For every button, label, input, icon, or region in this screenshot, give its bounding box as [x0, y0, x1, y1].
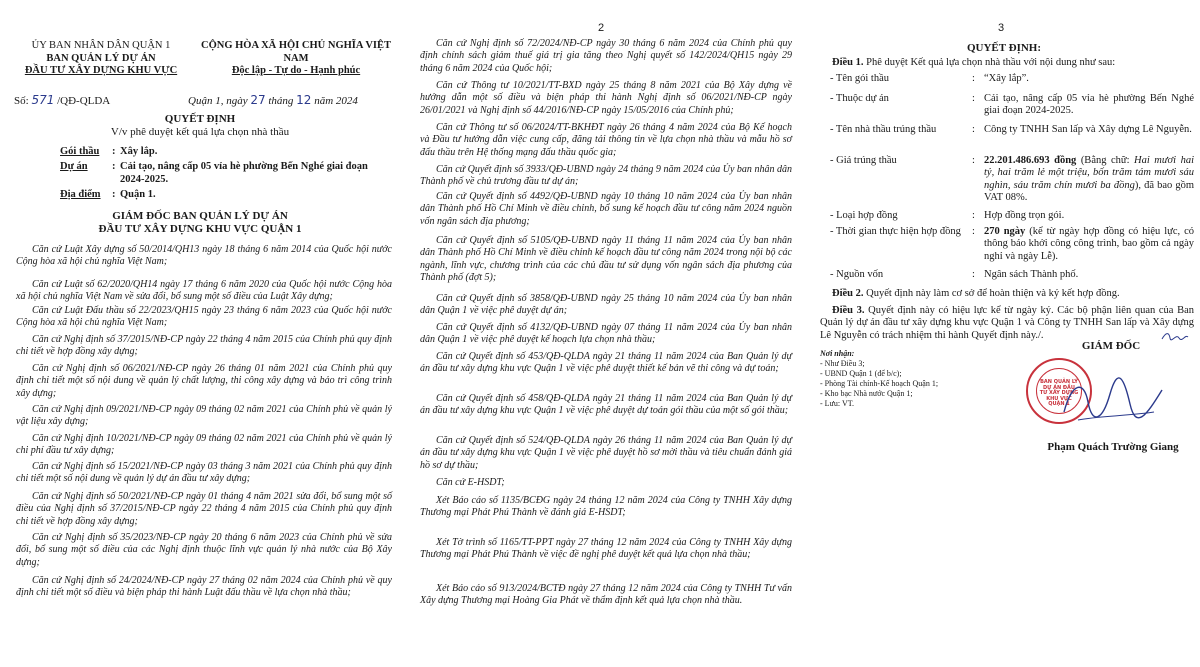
article-text: Quyết định này có hiệu lực kể từ ngày ký. Các bộ phận liên quan của Ban Quản lý dự án đầu tư xây dựng khu vực Quận 1 và Công ty TNHH San lấp và Xây dựng Lê Nguyễn có trách nhiệm thi hành Quyết định này./.: [820, 305, 1194, 341]
duration-text: (kể từ ngày hợp đồng có hiệu lực, có thông báo khởi công công trình, bao gồm cả ngày nghỉ và ngày Lễ).: [984, 226, 1194, 262]
info-value: Quận 1.: [120, 189, 156, 200]
info-value: Xây lắp.: [120, 146, 158, 157]
row-value: Công ty TNHH San lấp và Xây dựng Lê Nguyễn.: [984, 124, 1192, 135]
article-label: Điều 2.: [832, 288, 864, 299]
row-colon: :: [972, 210, 975, 221]
number-label: Số:: [14, 95, 29, 107]
row-value: [984, 155, 1194, 204]
document-page-2: [400, 0, 808, 667]
row-colon: :: [972, 226, 975, 237]
legal-basis-item: Căn cứ Nghị định số 50/2021/NĐ-CP ngày 01 tháng 4 năm 2021 sửa đổi, bổ sung một số điều của Nghị định số 37/2015/NĐ-CP ngày 22 tháng 4 năm 2015 của Chính phủ quy định chi tiết về hợp đồng xây dựng;: [16, 491, 392, 527]
legal-basis-item: Căn cứ Nghị định số 72/2024/NĐ-CP ngày 30 tháng 6 năm 2024 của Chính phủ quy định chính sách giảm thuế giá trị gia tăng theo Nghị quyết số 142/2024/QH15 ngày 29 tháng 6 năm 2024 của Quốc hội;: [420, 38, 792, 74]
legal-basis-item: Căn cứ Quyết định số 4132/QĐ-UBND ngày 07 tháng 11 năm 2024 của Ủy ban nhân dân Quận 1 về việc phê duyệt kế hoạch lựa chọn nhà thầu;: [420, 322, 792, 346]
article-2: [832, 288, 1192, 300]
row-colon: :: [972, 155, 975, 166]
date-prefix: Quận 1, ngày: [188, 95, 248, 107]
signer-name: Phạm Quách Trường Giang: [1047, 441, 1179, 453]
row-key: - Giá trúng thầu: [830, 155, 897, 166]
legal-basis-item: Căn cứ Nghị định số 15/2021/NĐ-CP ngày 03 tháng 3 năm 2021 của Chính phủ quy định chi tiết một số nội dung về quản lý dự án đầu tư xây dựng;: [16, 461, 392, 485]
authority-line-1: GIÁM ĐỐC BAN QUẢN LÝ DỰ ÁN: [112, 210, 288, 222]
director-signature: [1058, 372, 1168, 432]
row-value: Hợp đồng trọn gói.: [984, 210, 1065, 221]
recipient-item: - Kho bạc Nhà nước Quận 1;: [820, 389, 913, 398]
page-number: 3: [998, 22, 1005, 34]
nation-name: CỘNG HÒA XÃ HỘI CHỦ NGHĨA VIỆT NAM: [201, 40, 391, 64]
legal-basis-item: Căn cứ Nghị định 09/2021/NĐ-CP ngày 09 tháng 02 năm 2021 của Chính phủ về quản lý vật liệu xây dựng;: [16, 404, 392, 428]
legal-basis-item: Căn cứ Nghị định số 06/2021/NĐ-CP ngày 26 tháng 01 năm 2021 của Chính phủ quy định chi tiết một số nội dung về quản lý chất lượng, thi công xây dựng và bảo trì công trình xây dựng;: [16, 363, 392, 399]
document-page-1: [0, 0, 400, 667]
row-colon: :: [972, 124, 975, 135]
legal-basis-item: Căn cứ Luật Đấu thầu số 22/2023/QH15 ngày 23 tháng 6 năm 2023 của Quốc hội nước Cộng hòa xã hội chủ nghĩa Việt Nam;: [16, 305, 392, 329]
date-suffix: năm 2024: [314, 95, 358, 107]
handwritten-number: 571: [31, 93, 55, 107]
handwritten-day: 27: [250, 93, 266, 107]
duration-amount: 270 ngày: [984, 226, 1026, 237]
article-text: Quyết định này làm cơ sở để hoàn thiện và ký kết hợp đồng.: [866, 288, 1120, 299]
legal-basis-item: Căn cứ Thông tư số 06/2024/TT-BKHĐT ngày 26 tháng 4 năm 2024 của Bộ Kế hoạch và Đầu tư hướng dẫn việc cung cấp, đăng tải thông tin về lựa chọn nhà thầu và mẫu hồ sơ đấu thầu trên Hệ thống mạng đấu thầu quốc gia;: [420, 122, 792, 158]
price-text-end: ), đã bao gồm VAT 08%.: [984, 179, 1194, 203]
article-label: Điều 1.: [832, 57, 864, 68]
info-colon: :: [112, 146, 116, 157]
document-number: [14, 93, 110, 107]
consideration-item: Xét Tờ trình số 1165/TT-PPT ngày 27 tháng 12 năm 2024 của Công ty TNHH Xây dựng Thương mại Phát Phú Thành về việc đề nghị phê duyệt kết quả lựa chọn nhà thầu;: [420, 537, 792, 561]
info-key: Gói thầu: [60, 146, 100, 157]
info-value: Cải tạo, nâng cấp 05 vỉa hè phường Bến Nghé giai đoạn 2024-2025.: [120, 161, 368, 185]
legal-basis-item: Căn cứ Quyết định số 524/QĐ-QLDA ngày 26 tháng 11 năm 2024 của Ban Quản lý dự án đầu tư xây dựng khu vực Quận 1 về việc phê duyệt hồ sơ mời thầu và tiêu chuẩn đánh giá hồ sơ dự thầu;: [420, 435, 792, 471]
info-colon: :: [112, 189, 116, 200]
legal-basis-item: Căn cứ Quyết định số 4492/QĐ-UBND ngày 10 tháng 10 năm 2024 của Ủy ban nhân dân Thành phố Hồ Chí Minh về điều chỉnh, bổ sung kế hoạch đầu tư công năm 2024 nguồn vốn ngân sách địa phương;: [420, 191, 792, 227]
row-key: - Loại hợp đồng: [830, 210, 898, 221]
document-page-3: [808, 0, 1200, 667]
row-value: [984, 226, 1194, 263]
authority-line-2: ĐẦU TƯ XÂY DỰNG KHU VỰC QUẬN 1: [98, 223, 302, 235]
handwritten-month: 12: [296, 93, 312, 107]
row-value: Cải tạo, nâng cấp 05 vỉa hè phường Bến Nghé giai đoạn 2024-2025.: [984, 93, 1194, 117]
number-suffix: /QĐ-QLDA: [57, 95, 111, 107]
legal-basis-item: Căn cứ Luật số 62/2020/QH14 ngày 17 tháng 6 năm 2020 của Quốc hội nước Cộng hòa xã hội chủ nghĩa Việt Nam về sửa đổi, bổ sung một số điều của Luật Xây dựng;: [16, 279, 392, 303]
row-key: - Thuộc dự án: [830, 93, 889, 104]
article-1: [832, 57, 1115, 68]
page-number: 2: [598, 22, 605, 34]
decision-subject: V/v phê duyệt kết quả lựa chọn nhà thầu: [110, 126, 290, 138]
price-in-words: Hai mươi hai tỷ, hai trăm lẻ một triệu, bốn trăm tám mươi sáu nghìn, sáu trăm chín mươi ba đồng: [984, 155, 1194, 191]
price-text-mid: (Bằng chữ:: [1076, 155, 1134, 166]
row-colon: :: [972, 73, 975, 84]
legal-basis-item: Căn cứ Nghị định 10/2021/NĐ-CP ngày 09 tháng 02 năm 2021 của Chính phủ về quản lý chi phí đầu tư xây dựng;: [16, 433, 392, 457]
agency-line-3: ĐẦU TƯ XÂY DỰNG KHU VỰC: [24, 65, 178, 76]
legal-basis-item: Căn cứ Nghị định số 35/2023/NĐ-CP ngày 20 tháng 6 năm 2023 của Chính phủ về sửa đổi, bổ sung một số điều của các Nghị định thuộc lĩnh vực quản lý nhà nước của Bộ Xây dựng;: [16, 532, 392, 568]
row-colon: :: [972, 269, 975, 280]
row-key: - Tên nhà thầu trúng thầu: [830, 124, 937, 135]
legal-basis-item: Căn cứ Quyết định số 453/QĐ-QLDA ngày 21 tháng 11 năm 2024 của Ban Quản lý dự án đầu tư xây dựng khu vực Quận 1 về việc phê duyệt thiết kế bản vẽ thi công và dự toán;: [420, 351, 792, 375]
row-value: Ngân sách Thành phố.: [984, 269, 1079, 280]
seal-text: BAN QUẢN LÝ DỰ ÁN ĐẦU TƯ XÂY DỰNG KHU VỰC QUẬN 1: [1039, 379, 1079, 407]
legal-basis-item: Căn cứ Nghị định số 24/2024/NĐ-CP ngày 27 tháng 02 năm 2024 của Chính phủ về quy định chi tiết một số điều và biện pháp thi hành Luật đấu thầu về lựa chọn nhà thầu;: [16, 575, 392, 599]
consideration-item: Xét Báo cáo số 1135/BCĐG ngày 24 tháng 12 năm 2024 của Công ty TNHH Xây dựng Thương mại Phát Phú Thành về đánh giá E-HSDT;: [420, 495, 792, 519]
recipients-title: Nơi nhận:: [820, 349, 855, 358]
legal-basis-item: Căn cứ Luật Xây dựng số 50/2014/QH13 ngày 18 tháng 6 năm 2014 của Quốc hội nước Cộng hòa xã hội chủ nghĩa Việt Nam;: [16, 244, 392, 268]
issuing-agency: [12, 40, 190, 78]
row-colon: :: [972, 93, 975, 104]
legal-basis-item: Căn cứ Quyết định số 3858/QĐ-UBND ngày 25 tháng 10 năm 2024 của Ủy ban nhân dân Quận 1 về việc phê duyệt dự án;: [420, 293, 792, 317]
legal-basis-item: Căn cứ Quyết định số 5105/QĐ-UBND ngày 11 tháng 11 năm 2024 của Ủy ban nhân dân Thành phố Hồ Chí Minh về điều chỉnh kế hoạch đầu tư công năm 2024 trong nội bộ các ngành, lĩnh vực, chương trình của các chủ đầu tư sử dụng vốn ngân sách địa phương của Thành phố (đợt 5);: [420, 235, 792, 283]
consideration-item: Xét Báo cáo số 913/2024/BCTĐ ngày 27 tháng 12 năm 2024 của Công ty TNHH Tư vấn Xây dựng Thương mại Hoàng Gia Phát về thẩm định kết quả lựa chọn nhà thầu.: [420, 583, 792, 607]
info-key: Dự án: [60, 161, 88, 172]
agency-line-1: ỦY BAN NHÂN DÂN QUẬN 1: [31, 40, 171, 51]
signer-title: GIÁM ĐỐC: [1081, 340, 1141, 352]
row-key: - Nguồn vốn: [830, 269, 884, 280]
national-header: [196, 40, 396, 78]
row-value: “Xây lắp”.: [984, 73, 1029, 84]
national-motto: Độc lập - Tự do - Hạnh phúc: [231, 65, 361, 76]
decision-title: QUYẾT ĐỊNH: [164, 113, 236, 125]
legal-basis-item: Căn cứ Thông tư 10/2021/TT-BXD ngày 25 tháng 8 năm 2021 của Bộ Xây dựng về hướng dẫn một số điều và biện pháp thi hành Nghị định số 06/2021/NĐ-CP ngày 26/01/2021 và Nghị định số 44/2016/NĐ-CP ngày 15/05/2016 của Chính phủ;: [420, 80, 792, 116]
info-colon: :: [112, 161, 116, 172]
recipient-item: - Phòng Tài chính-Kế hoạch Quận 1;: [820, 379, 939, 388]
legal-basis-item: Căn cứ Quyết định số 3933/QĐ-UBND ngày 24 tháng 9 năm 2024 của Ủy ban nhân dân Thành phố về chủ trương đầu tư dự án;: [420, 164, 792, 188]
info-key: Địa điểm: [60, 189, 101, 200]
article-label: Điều 3.: [832, 305, 865, 316]
date-mid: tháng: [268, 95, 294, 107]
legal-basis-item: Căn cứ Nghị định số 37/2015/NĐ-CP ngày 22 tháng 4 năm 2015 của Chính phủ quy định chi tiết về hợp đồng xây dựng;: [16, 334, 392, 358]
row-key: - Tên gói thầu: [830, 73, 890, 84]
recipient-item: - Như Điều 3;: [820, 359, 865, 368]
recipient-item: - UBND Quận 1 (để b/c);: [820, 369, 902, 378]
article-3: [820, 305, 1194, 342]
document-date: [188, 93, 358, 107]
agency-line-2: BAN QUẢN LÝ DỰ ÁN: [46, 52, 156, 64]
article-text: Phê duyệt Kết quả lựa chọn nhà thầu với nội dung như sau:: [866, 57, 1116, 68]
row-key: - Thời gian thực hiện hợp đồng: [830, 226, 961, 237]
recipients: [820, 349, 938, 409]
legal-basis-item: Căn cứ E-HSDT;: [436, 477, 505, 488]
decision-heading: QUYẾT ĐỊNH:: [966, 42, 1042, 54]
legal-basis-item: Căn cứ Quyết định số 458/QĐ-QLDA ngày 21 tháng 11 năm 2024 của Ban Quản lý dự án đầu tư xây dựng khu vực Quận 1 về việc phê duyệt dự toán gói thầu của một số gói thầu;: [420, 393, 792, 417]
authority-heading: [0, 210, 400, 236]
recipient-item: - Lưu: VT.: [820, 399, 855, 408]
price-amount: 22.201.486.693 đồng: [984, 155, 1077, 166]
